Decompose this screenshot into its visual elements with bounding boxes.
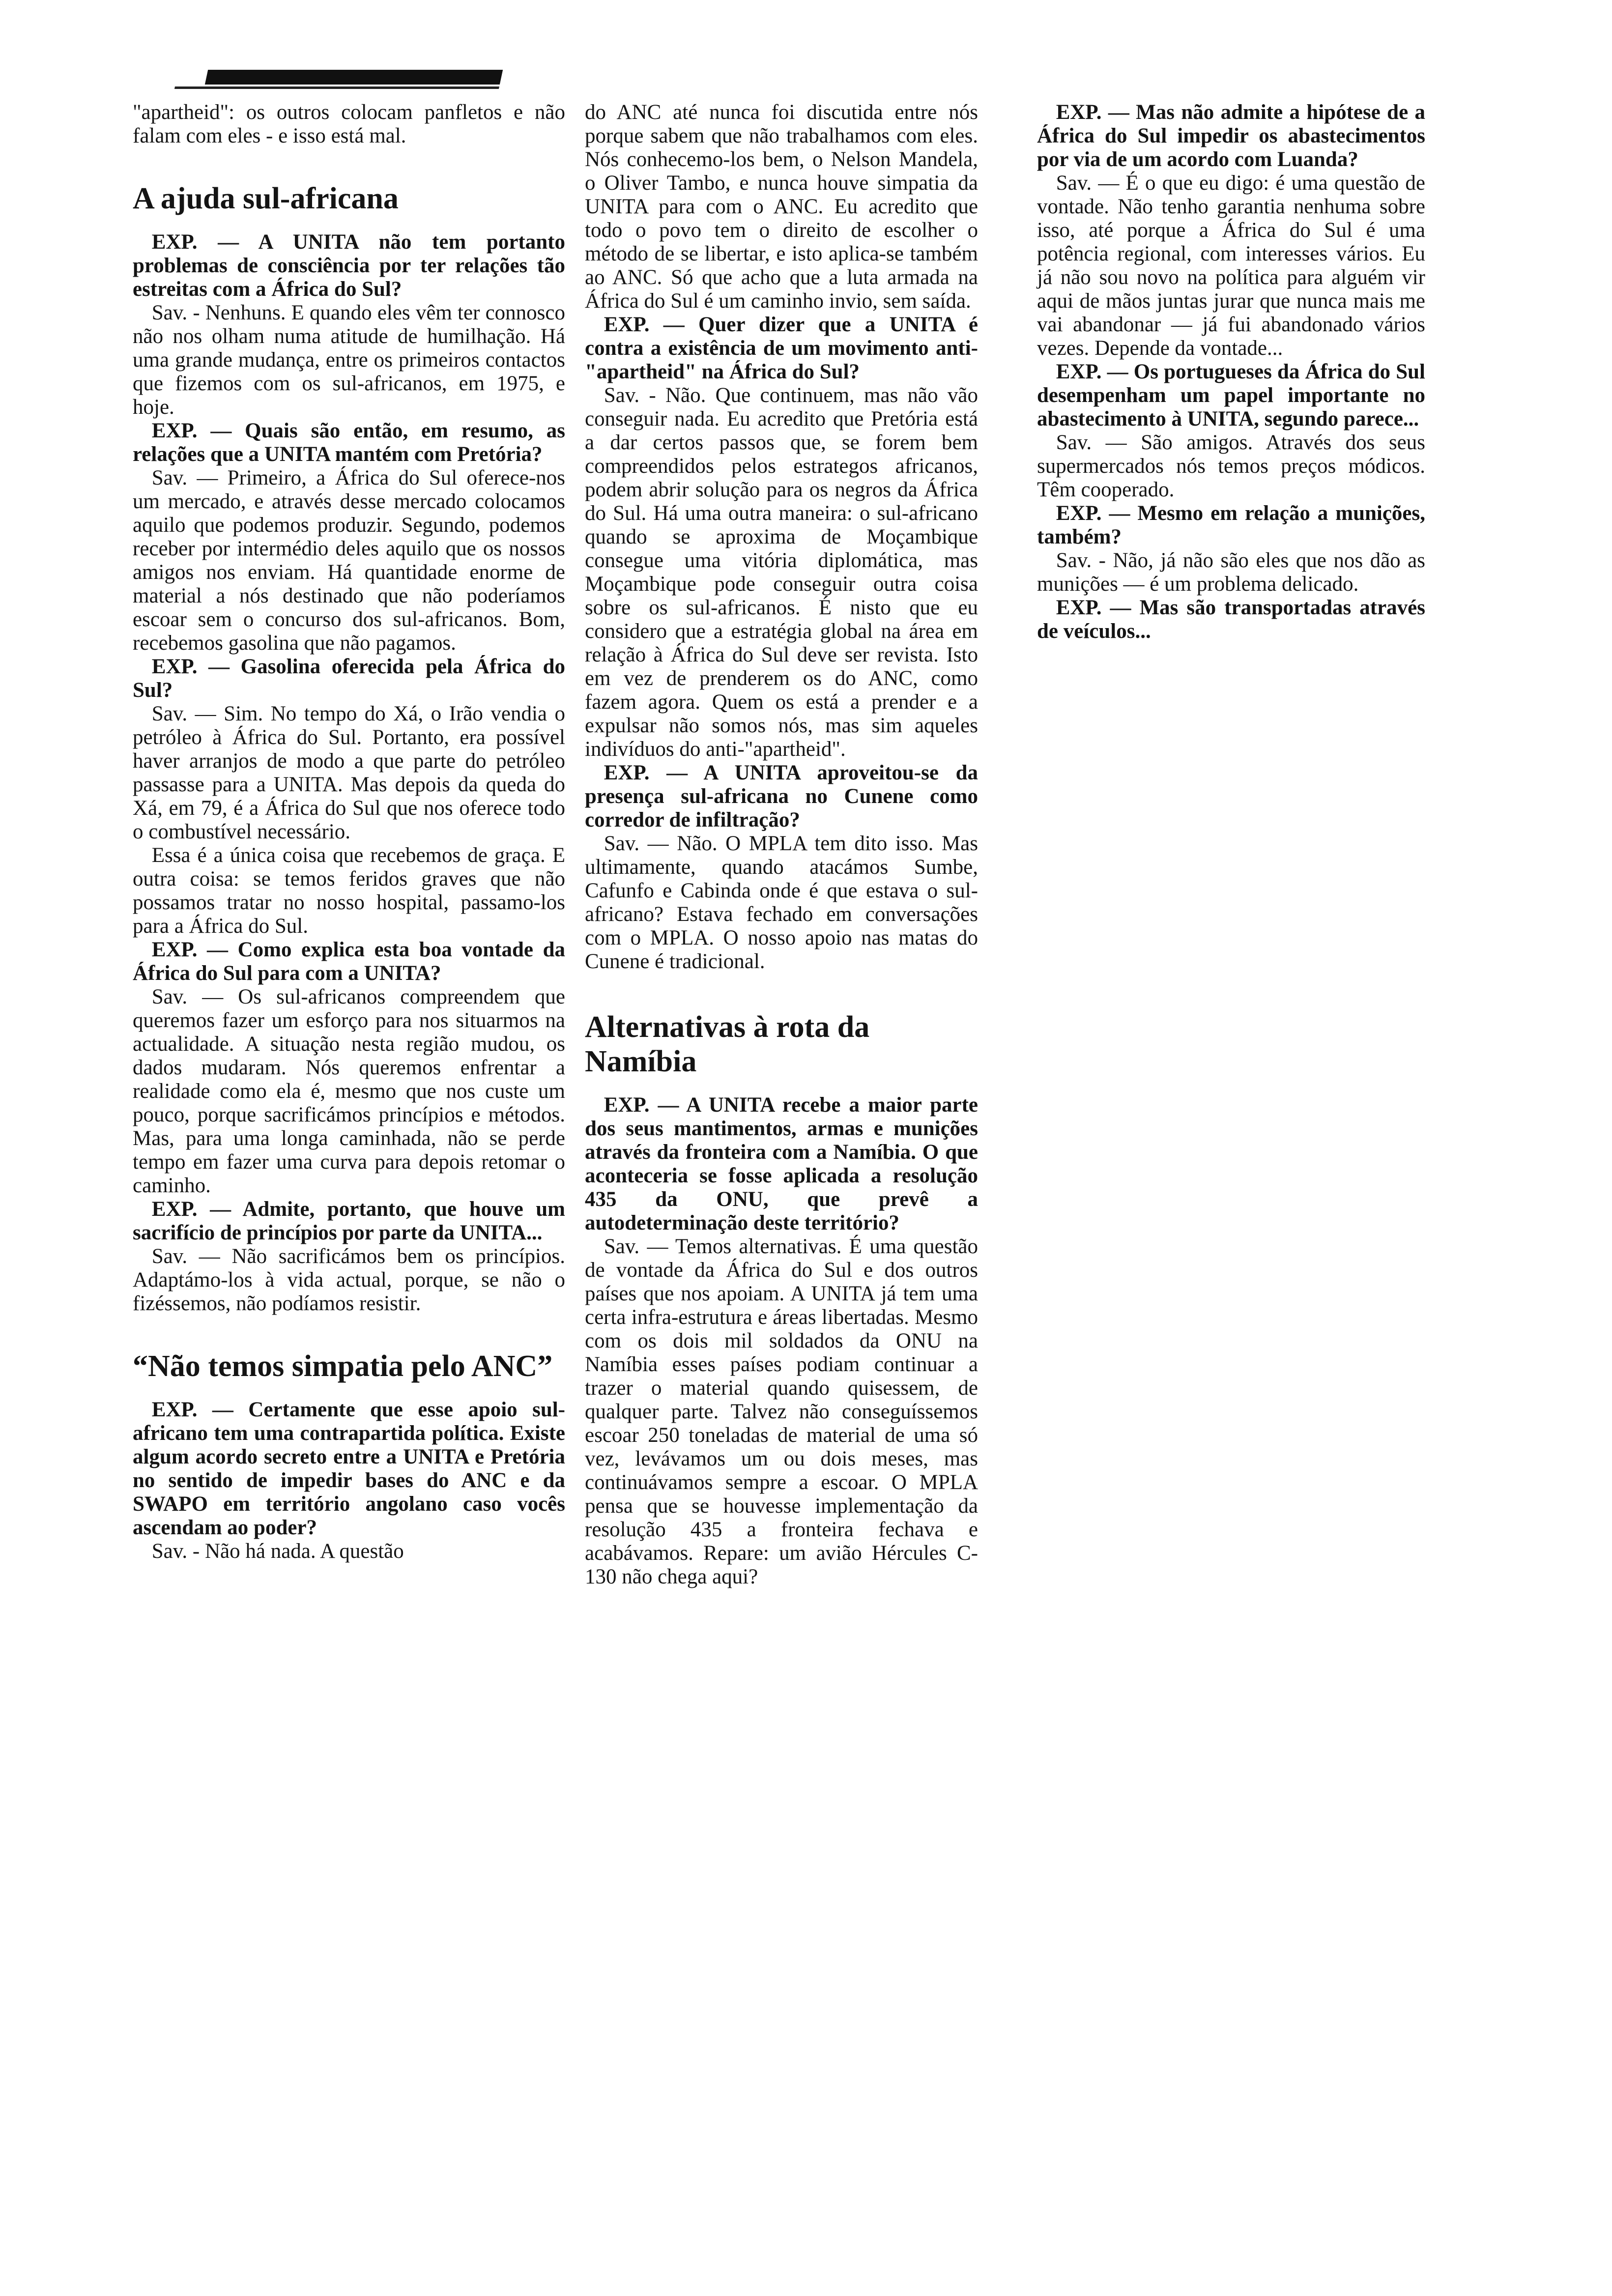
answer-paragraph: Sav. — Não. O MPLA tem dito isso. Mas ultimamente, quando atacámos Sumbe, Cafunfo e Cabinda onde é que estava o sul-africano? Estava fechado em conversações com o MPLA. O nosso apoio nas matas do Cunene é tradicional. — [585, 832, 978, 973]
answer-paragraph: Essa é a única coisa que recebemos de graça. E outra coisa: se temos feridos graves que não possamos tratar no nosso hospital, passamo-los para a África do Sul. — [133, 844, 565, 938]
answer-paragraph: Sav. — Sim. No tempo do Xá, o Irão vendia o petróleo à África do Sul. Portanto, era possível haver arranjos de modo a que parte do petróleo passasse para a UNITA. Mas depois da queda do Xá, em 79, é a África do Sul que nos oferece todo o combustível necessário. — [133, 702, 565, 843]
column-1 — [133, 101, 565, 1563]
answer-paragraph: Sav. — Primeiro, a África do Sul oferece-nos um mercado, e através desse mercado colocamos aquilo que podemos produzir. Segundo, podemos receber por intermédio deles aquilo que os nossos amigos nos enviam. Há quantidade enorme de material a nós destinado que não poderíamos escoar sem o concurso dos sul-africanos. Bom, recebemos gasolina que não pagamos. — [133, 466, 565, 655]
answer-paragraph: Sav. — São amigos. Através dos seus supermercados nós temos preços módicos. Têm cooperado. — [1037, 431, 1425, 501]
answer-paragraph: Sav. — Não sacrificámos bem os princípios. Adaptámo-los à vida actual, porque, se não o fizéssemos, não podíamos resistir. — [133, 1245, 565, 1315]
question-paragraph: EXP. — Quer dizer que a UNITA é contra a existência de um movimento anti-"apartheid" na África do Sul? — [585, 313, 978, 383]
question-paragraph: EXP. — A UNITA aproveitou-se da presença sul-africana no Cunene como corredor de infiltração? — [585, 761, 978, 832]
decorative-rule — [205, 70, 503, 85]
answer-paragraph: Sav. — Os sul-africanos compreendem que queremos fazer um esforço para nos situarmos na actualidade. A situação nesta região mudou, os dados mudaram. Nós queremos enfrentar a realidade como ela é, mesmo que nos custe um pouco, porque sacrificámos princípios e métodos. Mas, para uma longa caminhada, não se perde tempo em fazer uma curva para depois retomar o caminho. — [133, 985, 565, 1197]
answer-paragraph: Sav. - Não há nada. A questão — [151, 1540, 404, 1563]
column-2 — [585, 101, 978, 1589]
answer-paragraph: Sav. — Temos alternativas. É uma questão de vontade da África do Sul e dos outros países que nos apoiam. A UNITA já tem uma certa infra-estrutura e áreas libertadas. Mesmo com os dois mil soldados da ONU na Namíbia esses países podiam continuar a trazer o material quando quisessem, de qualquer parte. Talvez não conseguíssemos escoar 250 toneladas de material de uma só vez, levávamos um ou dois meses, mas continuávamos sempre a escoar. O MPLA pensa que se houvesse implementação da resolução 435 a fronteira fechava e acabávamos. Repare: um avião Hércules C-130 não chega aqui? — [585, 1235, 978, 1588]
intro-paragraph: "apartheid": os outros colocam panfletos e não falam com eles - e isso está mal. — [133, 101, 565, 147]
question-paragraph: EXP. — Quais são então, em resumo, as relações que a UNITA mantém com Pretória? — [133, 419, 565, 466]
question-paragraph: EXP. — A UNITA não tem portanto problemas de consciência por ter relações tão estreitas com a África do Sul? — [133, 230, 565, 301]
answer-paragraph: Sav. - Nenhuns. E quando eles vêm ter connosco não nos olham numa atitude de humilhação. Há uma grande mudança, entre os primeiros contactos que fizemos com os sul-africanos, em 1975, e hoje. — [133, 301, 565, 419]
continued-paragraph: do ANC até nunca foi discutida entre nós porque sabem que não trabalhamos com eles. Nós conhecemo-los bem, o Nelson Mandela, o Oliver Tambo, e nunca houve simpatia da UNITA para com o ANC. Eu acredito que todo o povo tem o direito de escolher o método de se libertar, e isto aplica-se também ao ANC. Só que acho que a luta armada na África do Sul é um caminho invio, sem saída. — [585, 101, 978, 313]
question-paragraph: EXP. — Mesmo em relação a munições, também? — [1037, 502, 1425, 548]
question-paragraph: EXP. — Certamente que esse apoio sul-africano tem uma contrapartida política. Existe algum acordo secreto entre a UNITA e Pretória no sentido de impedir bases do ANC e da SWAPO em território angolano caso vocês ascendam ao poder? — [133, 1398, 565, 1539]
section-heading-ajuda: A ajuda sul-africana — [133, 182, 399, 215]
section-heading-namibia: Alternativas à rota da Namíbia — [585, 1010, 870, 1078]
section-heading-anc: “Não temos simpatia pelo ANC” — [133, 1349, 553, 1383]
question-paragraph: EXP. — Gasolina oferecida pela África do Sul? — [133, 655, 565, 702]
answer-paragraph: Sav. - Não, já não são eles que nos dão as munições — é um problema delicado. — [1037, 549, 1425, 596]
answer-paragraph: Sav. - Não. Que continuem, mas não vão conseguir nada. Eu acredito que Pretória está a dar certos passos que, se forem bem compreendidos pelos estrategos africanos, podem abrir solução para os negros da África do Sul. Há uma outra maneira: o sul-africano quando se aproxima de Moçambique consegue uma vitória diplomática, mas Moçambique pode conseguir outra coisa sobre os sul-africanos. É nisto que eu considero que a estratégia global na área em relação à África do Sul deve ser revista. Isto em vez de prenderem os do ANC, como fazem agora. Quem os está a prender e a expulsar não somos nós, mas sim aqueles indivíduos do anti-"apartheid". — [585, 384, 978, 761]
answer-paragraph: Sav. — É o que eu digo: é uma questão de vontade. Não tenho garantia nenhuma sobre isso, até porque a África do Sul é uma potência regional, com interesses vários. Eu já não sou novo na política para alguém vir aqui de mãos juntas jurar que nunca mais me vai abandonar — já fui abandonado vários vezes. Depende da vontade... — [1037, 172, 1425, 360]
question-paragraph: EXP. — A UNITA recebe a maior parte dos seus mantimentos, armas e munições através da fronteira com a Namíbia. O que aconteceria se fosse aplicada a resolução 435 da ONU, que prevê a autodeterminação deste território? — [585, 1093, 978, 1234]
column-3 — [1037, 101, 1425, 643]
question-paragraph: EXP. — Como explica esta boa vontade da África do Sul para com a UNITA? — [133, 938, 565, 985]
question-paragraph: EXP. — Mas são transportadas através de veículos... — [1037, 596, 1425, 643]
question-paragraph: EXP. — Os portugueses da África do Sul desempenham um papel importante no abastecimento à UNITA, segundo parece... — [1037, 360, 1425, 430]
question-paragraph: EXP. — Mas não admite a hipótese de a África do Sul impedir os abastecimentos por via de um acordo com Luanda? — [1037, 101, 1425, 171]
question-paragraph: EXP. — Admite, portanto, que houve um sacrifício de princípios por parte da UNITA... — [133, 1198, 565, 1244]
